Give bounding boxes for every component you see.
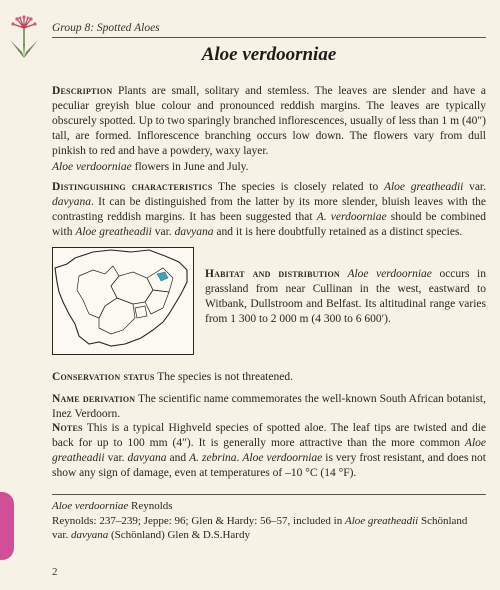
species-name: A. zebrina: [189, 452, 237, 464]
notes-text: var.: [104, 452, 128, 464]
description-text: Plants are small, solitary and stemless. The leaves are slender and have a peculiar greyish blue colour and pronounced reddish margins. The leaves are typically obscurely spotted. Up to two sparingly branched inflorescences, usually of less than 1 m (40″) tall, are formed. Inflorescence branching occurs low down. The flowers vary from dull pinkish to red and have a powdery, waxy layer.: [52, 85, 486, 157]
species-name: Aloe greatheadii: [345, 515, 419, 527]
flowering-paragraph: [52, 160, 486, 175]
distribution-range-marker: [157, 272, 168, 281]
naming-heading: Name derivation: [52, 393, 136, 405]
distinguishing-text: The species is closely related to: [218, 181, 384, 193]
notes-heading: Notes: [52, 422, 83, 434]
species-name: davyana: [70, 529, 109, 541]
species-name: davyana: [52, 196, 91, 208]
distinguishing-text: should be combined with: [52, 211, 486, 238]
notes-text: .: [236, 452, 243, 464]
notes-text: This is a typical Highveld species of spotted aloe. The leaf tips are twisted and die back for up to 100 mm (4″). It is generally more attractive than the more common: [52, 422, 486, 449]
description-paragraph: [52, 84, 486, 159]
species-name: Aloe greatheadii: [52, 437, 486, 464]
species-name: Aloe greatheadii: [383, 181, 464, 193]
reference-species-name: [52, 499, 486, 514]
habitat-paragraph: [205, 267, 486, 327]
section-tab-marker: [0, 492, 14, 560]
distinguishing-text: var.: [463, 181, 486, 193]
header-divider: [52, 37, 486, 38]
distinguishing-text: . It can be distinguished from the latter by its more slender, bluish leaves with the contrasting reddish margins. It has been suggested that: [52, 196, 486, 223]
flowering-species: Aloe verdoorniae: [52, 161, 132, 173]
conservation-paragraph: [52, 370, 486, 385]
species-name: Aloe verdoorniae: [242, 452, 323, 464]
conservation-heading: Conservation status: [52, 371, 155, 383]
naming-text: The scientific name commemorates the well-known South African botanist, Inez Verdoorn.: [52, 393, 486, 420]
habitat-species: Aloe verdoorniae: [347, 268, 432, 280]
group-header: Group 8: Spotted Aloes: [52, 22, 160, 34]
flowering-text: flowers in June and July.: [131, 161, 249, 173]
species-name: davyana: [127, 452, 167, 464]
reference-citations: [52, 514, 486, 542]
distinguishing-paragraph: [52, 180, 486, 240]
distinguishing-heading: Distinguishing characteristics: [52, 181, 213, 193]
notes-text: is very frost resistant, and does not show any sign of damage, even at temperatures of –10 °C (14 °F).: [52, 452, 487, 479]
distinguishing-text: and it is here doubtfully retained as a distinct species.: [213, 226, 463, 238]
distribution-map: [52, 247, 194, 355]
conservation-text: The species is not threatened.: [157, 371, 293, 383]
citation-text: Schönland var.: [52, 515, 468, 541]
species-title: Aloe verdoorniae: [201, 44, 337, 65]
citation-text: (Schönland) Glen & D.S.Hardy: [108, 529, 250, 541]
species-name: Aloe verdoorniae: [52, 500, 129, 512]
footer-divider: [52, 494, 486, 495]
page-number: 2: [52, 566, 58, 578]
species-name: davyana: [174, 226, 214, 238]
habitat-text: occurs in grassland from near Cullinan in the west, eastward to Witbank, Dullstroom and Belfast. Its altitudinal range varies from 1 300 to 2 000 m (4 300 to 6 600′).: [205, 268, 486, 325]
aloe-flower-icon: [6, 14, 42, 60]
species-name: A. verdoorniae: [316, 211, 387, 223]
description-heading: Description: [52, 85, 113, 97]
habitat-heading: Habitat and distribution: [205, 268, 340, 280]
species-name: Aloe greatheadii: [75, 226, 152, 238]
southern-africa-map-icon: [53, 248, 193, 354]
notes-text: and: [166, 452, 190, 464]
distinguishing-text: var.: [151, 226, 175, 238]
species-author: Reynolds: [128, 500, 173, 512]
notes-paragraph: [52, 421, 486, 481]
naming-paragraph: [52, 392, 486, 422]
citation-text: Reynolds: 237–239; Jeppe: 96; Glen & Hardy: 56–57, included in: [52, 515, 345, 527]
